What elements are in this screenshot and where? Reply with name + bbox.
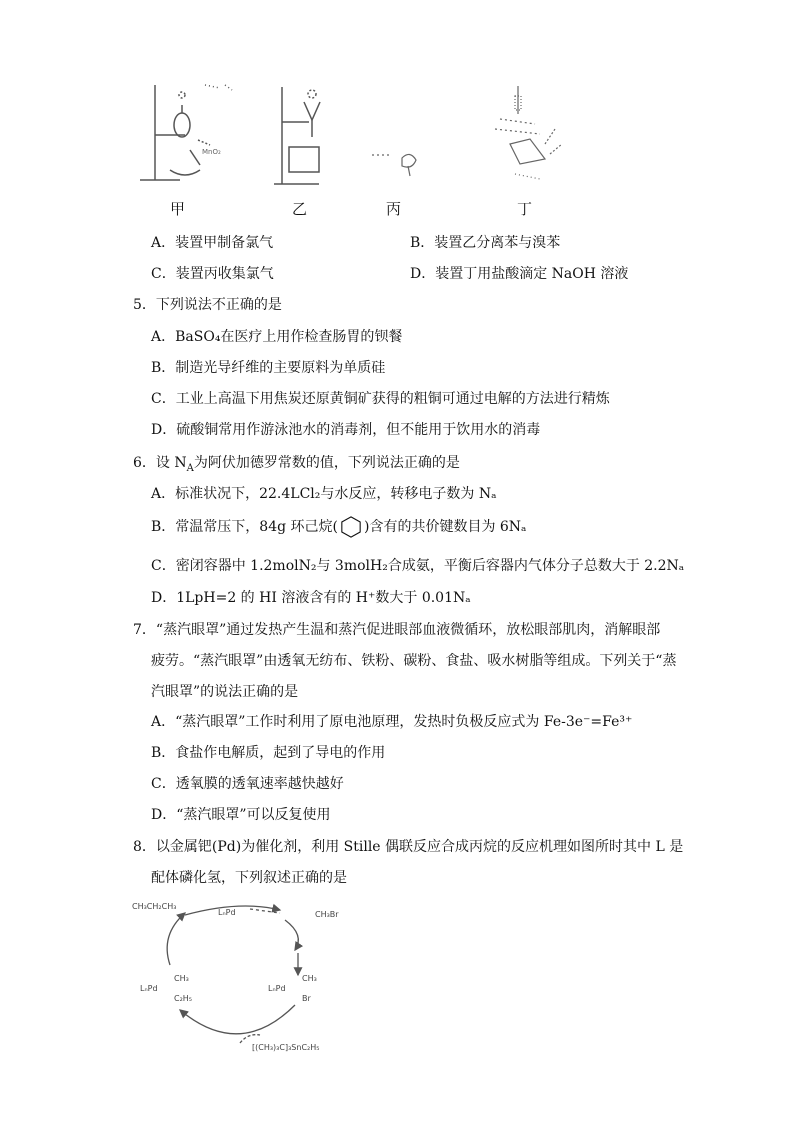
q5-option-d: D．硫酸铜常用作游泳池水的消毒剂，但不能用于饮用水的消毒 (151, 422, 541, 438)
cycle-reactant: CH₃Br (315, 910, 339, 919)
cycle-left-c2h5: C₂H₅ (174, 994, 193, 1003)
q5-option-b: B．制造光导纤维的主要原料为单质硅 (151, 360, 386, 376)
cycle-arrow-right-down (285, 920, 298, 950)
q4-option-b: B．装置乙分离苯与溴苯 (410, 235, 561, 251)
apparatus-bing-figure (372, 140, 422, 180)
svg-text:MnO₂: MnO₂ (202, 148, 221, 156)
q6-stem (133, 454, 460, 472)
q4-option-a: A．装置甲制备氯气 (151, 235, 274, 251)
apparatus-yi-figure (274, 82, 334, 190)
apparatus-ding-figure (490, 84, 570, 184)
figure-label-ding: 丁 (517, 200, 533, 218)
q5-option-c: C．工业上高温下用焦炭还原黄铜矿获得的粗铜可通过电解的方法进行精炼 (151, 391, 610, 407)
q8-stem-line-1: 8．以金属钯(Pd)为催化剂，利用 Stille 偶联反应合成丙烷的反应机理如图所时其中 L 是 (133, 839, 684, 855)
q6-option-a: A．标准状况下，22.4LCl₂与水反应，转移电子数为 Nₐ (151, 486, 497, 502)
cycle-left-pd: LₙPd (140, 984, 158, 993)
q6-option-c: C．密闭容器中 1.2molN₂与 3molH₂合成氨，平衡后容器内气体分子总数大于 2.2Nₐ (151, 558, 685, 574)
cycle-arrow-left (167, 913, 185, 965)
q8-stem-line-2: 配体磷化氢，下列叙述正确的是 (151, 870, 347, 886)
figure-label-bing: 丙 (386, 200, 402, 218)
q6-option-d: D．1LpH=2 的 HI 溶液含有的 H⁺数大于 0.01Nₐ (151, 590, 471, 606)
q6-stem-post: 为阿伏加德罗常数的值，下列说法正确的是 (193, 455, 460, 471)
q5-option-a: A．BaSO₄在医疗上用作检查肠胃的钡餐 (151, 329, 403, 345)
q5-stem: 5．下列说法不正确的是 (133, 297, 282, 313)
cycle-left-ch3: CH₃ (174, 974, 189, 983)
q6-stem-pre: 6．设 N (133, 455, 187, 471)
cycle-tin-reagent: [(CH₃)₃C]₃SnC₂H₅ (252, 1043, 320, 1052)
apparatus-jia-figure (140, 80, 250, 190)
cycle-product: CH₃CH₂CH₃ (132, 902, 177, 911)
figure-label-jia: 甲 (170, 200, 186, 218)
q4-option-c: C．装置丙收集氯气 (151, 266, 274, 282)
q7-stem-line-3: 汽眼罩”的说法正确的是 (151, 684, 299, 700)
q7-option-c: C．透氧膜的透氧速率越快越好 (151, 776, 344, 792)
q4-option-d: D．装置丁用盐酸滴定 NaOH 溶液 (410, 266, 629, 282)
q7-option-b: B．食盐作电解质，起到了导电的作用 (151, 745, 386, 761)
q6-option-b (151, 515, 526, 539)
cycle-catalyst: LₙPd (218, 908, 236, 917)
cycle-arrow-bottom (180, 1005, 295, 1034)
cycle-right-pd: LₙPd (268, 984, 286, 993)
q7-option-d: D．“蒸汽眼罩”可以反复使用 (151, 807, 331, 823)
q6-option-b-post: )含有的共价键数目为 6Nₐ (363, 519, 527, 535)
q7-stem-line-1: 7．“蒸汽眼罩”通过发热产生温和蒸汽促进眼部血液微循环，放松眼部肌肉，消解眼部 (133, 622, 661, 638)
cyclohexane-icon (340, 516, 362, 538)
q7-stem-line-2: 疲劳。“蒸汽眼罩”由透氧无纺布、铁粉、碳粉、食盐、吸水树脂等组成。下列关于“蒸 (151, 653, 677, 669)
cycle-right-br: Br (302, 994, 311, 1003)
figure-label-yi: 乙 (292, 200, 308, 218)
cycle-right-ch3: CH₃ (302, 974, 317, 983)
q7-option-a: A．“蒸汽眼罩”工作时利用了原电池原理，发热时负极反应式为 Fe-3e⁻=Fe³⁺ (151, 714, 633, 730)
q6-option-b-pre: B．常温常压下，84g 环己烷( (151, 519, 338, 535)
cycle-arrow-reagent (240, 1035, 260, 1043)
q6-stem-sub: A (186, 462, 194, 474)
catalytic-cycle-diagram (130, 895, 350, 1060)
